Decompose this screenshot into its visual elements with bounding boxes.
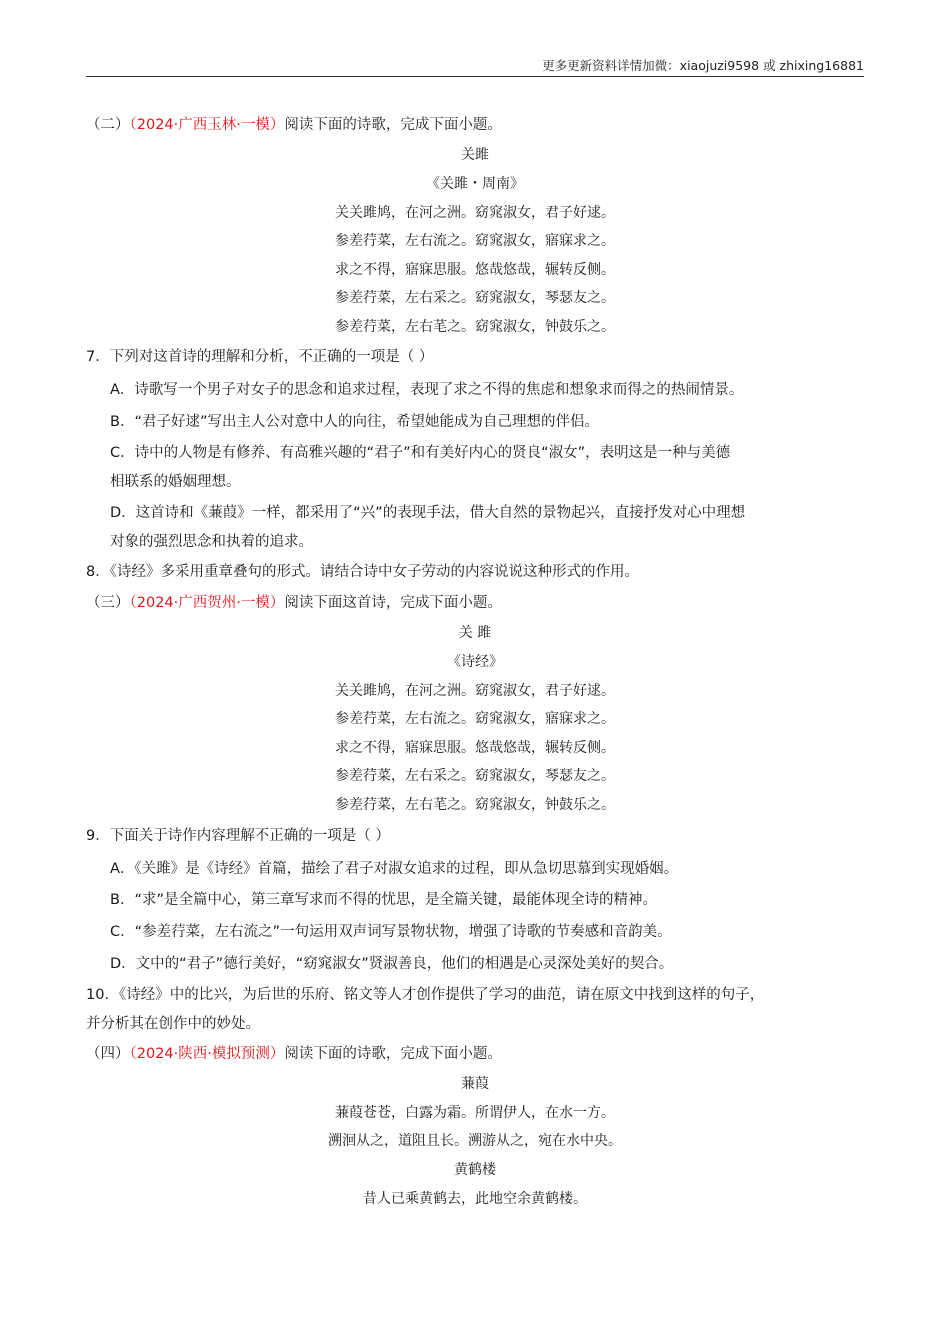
page-header: 更多更新资料详情加微：xiaojuzi9598 或 zhixing16881: [86, 58, 864, 77]
poem-line: 参差荇菜，左右流之。窈窕淑女，寤寐求之。: [335, 711, 615, 727]
poem-line: 参差荇菜，左右流之。窈窕淑女，寤寐求之。: [335, 233, 615, 249]
option-b: B．“君子好逑”写出主人公对意中人的向往，希望她能成为自己理想的伴侣。: [110, 414, 599, 430]
source-tag: （2024·广西贺州·一模）: [129, 595, 285, 611]
poem-source: 《诗经》: [447, 654, 503, 670]
question-8-stem: 8．《诗经》多采用重章叠句的形式。请结合诗中女子劳动的内容说说这种形式的作用。: [86, 564, 639, 580]
section-2-heading: （二）（2024·广西玉林·一模）阅读下面的诗歌，完成下面小题。: [86, 117, 502, 133]
poem-line: 溯洄从之，道阻且长。溯游从之，宛在水中央。: [328, 1133, 622, 1149]
section-4-heading: （四）（2024·陕西·模拟预测）阅读下面的诗歌，完成下面小题。: [86, 1046, 502, 1062]
option-c: C．“参差荇菜，左右流之”一句运用双声词写景物状物，增强了诗歌的节奏感和音韵美。: [110, 924, 672, 940]
option-d: D．这首诗和《蒹葭》一样，都采用了“兴”的表现手法，借大自然的景物起兴，直接抒发对心中理想: [110, 505, 746, 521]
option-c-cont: 相联系的婚姻理想。: [110, 474, 241, 490]
option-c: C．诗中的人物是有修养、有高雅兴趣的“君子”和有美好内心的贤良“淑女”，表明这是一种与美德: [110, 445, 731, 461]
source-tag: （2024·陕西·模拟预测）: [129, 1046, 285, 1062]
poem-line: 关关雎鸠，在河之洲。窈窕淑女，君子好逑。: [335, 683, 615, 699]
option-d: D．文中的“君子”德行美好，“窈窕淑女”贤淑善良，他们的相遇是心灵深处美好的契合。: [110, 956, 674, 972]
poem-title: 黄鹤楼: [454, 1162, 496, 1178]
source-tag: （2024·广西玉林·一模）: [129, 117, 285, 133]
question-10-stem: 10．《诗经》中的比兴，为后世的乐府、铭文等人才创作提供了学习的曲范，请在原文中找到这样的句子，: [86, 987, 765, 1003]
poem-title: 蒹葭: [461, 1076, 489, 1092]
poem-line: 求之不得，寤寐思服。悠哉悠哉，辗转反侧。: [335, 262, 615, 278]
poem-title: 关雎: [461, 147, 489, 163]
poem-line: 蒹葭苍苍，白露为霜。所谓伊人，在水一方。: [335, 1105, 615, 1121]
question-9-stem: 9．下面关于诗作内容理解不正确的一项是（ ）: [86, 828, 390, 844]
question-7-stem: 7．下列对这首诗的理解和分析，不正确的一项是（ ）: [86, 349, 434, 365]
option-b: B．“求”是全篇中心，第三章写求而不得的忧思，是全篇关键，最能体现全诗的精神。: [110, 892, 657, 908]
option-a: A．《关雎》是《诗经》首篇，描绘了君子对淑女追求的过程，即从急切思慕到实现婚姻。: [110, 861, 679, 877]
poem-line: 求之不得，寤寐思服。悠哉悠哉，辗转反侧。: [335, 740, 615, 756]
poem-source: 《关雎・周南》: [426, 176, 524, 192]
option-a: A．诗歌写一个男子对女子的思念和追求过程，表现了求之不得的焦虑和想象求而得之的热闹情景。: [110, 382, 744, 398]
section-3-heading: （三）（2024·广西贺州·一模）阅读下面这首诗，完成下面小题。: [86, 595, 502, 611]
question-10-stem-cont: 并分析其在创作中的妙处。: [86, 1016, 260, 1032]
poem-line: 参差荇菜，左右芼之。窈窕淑女，钟鼓乐之。: [335, 797, 615, 813]
poem-line: 参差荇菜，左右采之。窈窕淑女，琴瑟友之。: [335, 768, 615, 784]
poem-title: 关 雎: [458, 625, 492, 641]
poem-line: 参差荇菜，左右采之。窈窕淑女，琴瑟友之。: [335, 290, 615, 306]
poem-line: 关关雎鸠，在河之洲。窈窕淑女，君子好逑。: [335, 205, 615, 221]
poem-line: 参差荇菜，左右芼之。窈窕淑女，钟鼓乐之。: [335, 319, 615, 335]
option-d-cont: 对象的强烈思念和执着的追求。: [110, 534, 313, 550]
poem-line: 昔人已乘黄鹤去，此地空余黄鹤楼。: [363, 1191, 587, 1207]
